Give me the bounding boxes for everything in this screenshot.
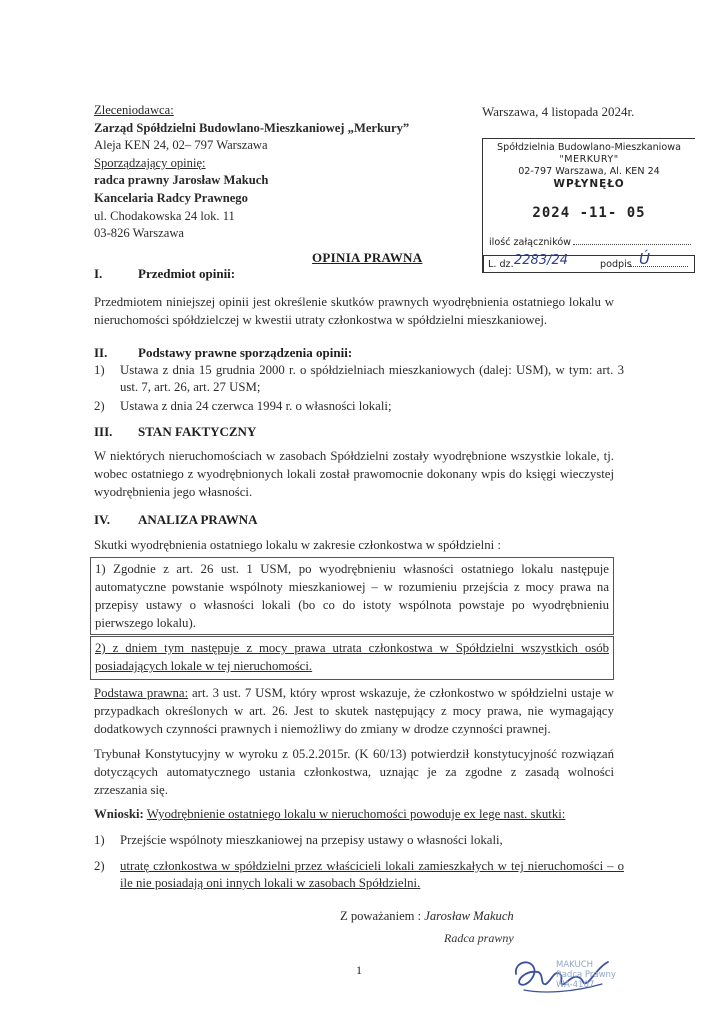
author-label: Sporządzający opinię: xyxy=(94,155,206,170)
stamp-line-3: 02-797 Warszawa, Al. KEN 24 xyxy=(518,166,660,177)
section-1-number: I. xyxy=(94,266,103,281)
signature-stamp-line-1: MAKUCH xyxy=(556,960,594,970)
analysis-intro: Skutki wyodrębnienia ostatniego lokalu w zakresie członkostwa w spółdzielni : xyxy=(94,538,501,552)
conclusions-label: Wnioski: xyxy=(94,807,144,821)
section-3-heading xyxy=(94,424,256,440)
conclusion-item-2 xyxy=(94,858,624,892)
page-number: 1 xyxy=(356,963,362,977)
client-address: Aleja KEN 24, 02– 797 Warszawa xyxy=(94,138,268,153)
author-street: ul. Chodakowska 24 lok. 11 xyxy=(94,208,235,223)
closing-greeting: Z poważaniem : xyxy=(340,909,422,923)
section-3-number: III. xyxy=(94,424,113,439)
stamp-signature-mark: Ú xyxy=(639,250,650,268)
author-city: 03-826 Warszawa xyxy=(94,226,185,241)
section-4-number: IV. xyxy=(94,512,111,527)
legal-basis-paragraph xyxy=(94,684,614,738)
analysis-point-1-box: 1) Zgodnie z art. 26 ust. 1 USM, po wyodrębnieniu własności ostatniego lokalu następuje automatyczne powstanie wspólnoty mieszkaniowej – w rozumieniu przejścia z mocy prawa na przepisy ustawy o własności lokali (bo co do istoty wspólnota powstaje po wyodrębnieniu pierwszego lokalu). xyxy=(90,557,614,635)
signature-stamp-line-3: WA-4107 xyxy=(556,980,595,990)
section-2-title: Podstawy prawne sporządzenia opinii: xyxy=(138,345,353,360)
section-2-heading xyxy=(94,345,352,361)
stamp-ldz-row xyxy=(483,250,695,273)
conclusion-item-2-number: 2) xyxy=(94,859,105,873)
signature-dotted-line xyxy=(628,266,688,267)
conclusion-item-1-number: 1) xyxy=(94,833,105,847)
section-4-heading xyxy=(94,512,258,528)
conclusion-item-1 xyxy=(94,832,624,849)
closing-name: Jarosław Makuch xyxy=(424,909,514,923)
stamp-received-label: WPŁYNĘŁO xyxy=(553,178,625,190)
author-office: Kancelaria Radcy Prawnego xyxy=(94,190,248,205)
conclusions-heading xyxy=(94,805,614,823)
legal-basis-item-2-text: Ustawa z dnia 24 czerwca 1994 r. o własności lokali; xyxy=(120,399,392,413)
conclusion-item-2-text: utratę członkostwa w spółdzielni przez właścicieli lokali zamieszkałych w tej nieruchomości – o ile nie posiadają oni innych lokali w zasobach Spółdzielni. xyxy=(120,859,624,890)
conclusion-item-1-text: Przejście wspólnoty mieszkaniowej na przepisy ustawy o własności lokali, xyxy=(120,833,503,847)
conclusions-text: Wyodrębnienie ostatniego lokalu w nieruchomości powoduje ex lege nast. skutki: xyxy=(146,807,566,821)
closing-role: Radca prawny xyxy=(444,931,514,945)
stamp-line-1: Spółdzielnia Budowlano-Mieszkaniowa xyxy=(497,142,681,153)
client-label: Zleceniodawca: xyxy=(94,103,174,117)
legal-basis-item-1-number: 1) xyxy=(94,363,105,377)
signature-stamp xyxy=(556,960,616,990)
legal-basis-item-2 xyxy=(94,398,624,415)
section-1-heading xyxy=(94,266,235,282)
section-2-number: II. xyxy=(94,345,108,360)
section-3-title: STAN FAKTYCZNY xyxy=(138,424,257,439)
stamp-attachments xyxy=(489,236,691,248)
signature-stamp-line-2: Radca Prawny xyxy=(556,970,616,980)
place-date: Warszawa, 4 listopada 2024r. xyxy=(482,104,635,119)
analysis-point-2-box: 2) z dniem tym następuje z mocy prawa utrata członkostwa w Spółdzielni wszystkich osób posiadających lokale w tej nieruchomości. xyxy=(90,636,614,680)
stamp-date: 2024 -11- 05 xyxy=(532,205,646,221)
attachments-dotted-line xyxy=(573,236,691,245)
legal-basis-text: art. 3 ust. 7 USM, który wprost wskazuje, że członkostwo w spółdzielni ustaje w przypadkach określonych w art. 26. Jest to skutek następujący z mocy prawa, nie wymagający dodatkowych czynności prawnych i niemożliwy do zmiany w drodze czynności prawnej. xyxy=(94,686,615,736)
document-title: OPINIA PRAWNA xyxy=(312,250,423,265)
stamp-attachments-label: ilość załączników xyxy=(489,237,572,248)
closing-line xyxy=(340,909,514,924)
legal-basis-label: Podstawa prawna: xyxy=(94,686,189,700)
stamp-ldz-label: L. dz. xyxy=(488,259,514,270)
stamp-ldz-value: 2283/24 xyxy=(514,253,569,268)
received-stamp xyxy=(482,138,695,273)
section-1-title: Przedmiot opinii: xyxy=(138,266,236,281)
legal-basis-item-1 xyxy=(94,362,624,396)
section-1-text: Przedmiotem niniejszej opinii jest określenie skutków prawnych wyodrębnienia ostatniego lokalu w nieruchomości spółdzielczej w kwestii utraty członkostwa w spółdzielni mieszkaniowej. xyxy=(94,295,614,327)
author-name: radca prawny Jarosław Makuch xyxy=(94,173,269,188)
client-block xyxy=(94,102,409,243)
section-4-title: ANALIZA PRAWNA xyxy=(138,512,258,527)
tribunal-paragraph: Trybunał Konstytucyjny w wyroku z 05.2.2015r. (K 60/13) potwierdził konstytucyjność rozwiązań dotyczących automatycznego ustania członkostwa, uznając je za zgodne z zasadą wolności zrzeszania się. xyxy=(94,747,614,797)
stamp-signature-label: podpis xyxy=(600,259,632,270)
section-3-text: W niektórych nieruchomościach w zasobach Spółdzielni zostały wyodrębnione wszystkie lokale, tj. wobec ostatniego z wyodrębnionych lokali został prawomocnie dokonany wpis do księgi wieczystej wyodrębnienia jego własności. xyxy=(94,449,614,499)
client-name: Zarząd Spółdzielni Budowlano-Mieszkaniowej „Merkury” xyxy=(94,120,410,135)
legal-basis-item-2-number: 2) xyxy=(94,399,105,413)
legal-basis-item-1-text: Ustawa z dnia 15 grudnia 2000 r. o spółdzielniach mieszkaniowych (dalej: USM), w tym: art. 3 ust. 7, art. 26, art. 27 USM; xyxy=(120,363,624,394)
stamp-line-2: "MERKURY" xyxy=(559,154,619,165)
